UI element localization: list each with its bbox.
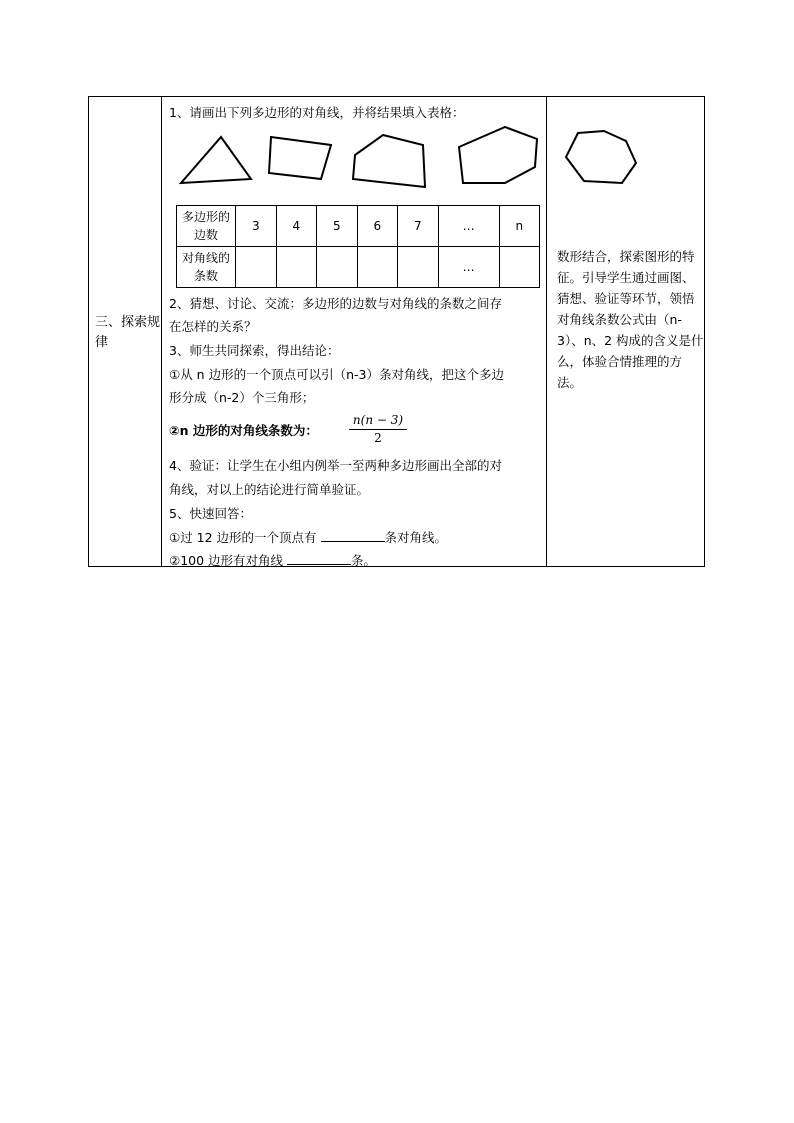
- answer-blank[interactable]: [321, 529, 385, 542]
- conclusion-2-label: ②n 边形的对角线条数为：: [169, 423, 318, 438]
- triangle-shape: [181, 137, 251, 183]
- side-notes: [554, 97, 705, 566]
- quadrilateral-shape: [269, 137, 331, 179]
- question-1: [169, 529, 447, 546]
- formula-denominator: 2: [374, 431, 382, 445]
- table-cell: 6: [357, 206, 398, 247]
- question-2-suffix: 条。: [351, 553, 377, 568]
- question-1-suffix: 条对角线。: [384, 530, 448, 545]
- lesson-table: [88, 96, 705, 567]
- conclusion-1-line-2: 形分成（n-2）个三角形；: [169, 390, 315, 405]
- table-cell[interactable]: [317, 247, 358, 288]
- task-5-text: 5、快速回答：: [169, 506, 252, 521]
- table-cell[interactable]: [499, 247, 539, 288]
- polygon-drawings: [169, 123, 551, 193]
- question-2: [169, 552, 376, 569]
- table-cell[interactable]: [357, 247, 398, 288]
- table-cell: n: [499, 206, 539, 247]
- task-1-text: 1、请画出下列多边形的对角线，并将结果填入表格：: [169, 105, 465, 120]
- task-4-line-1: 4、验证：让学生在小组内例举一至两种多边形画出全部的对: [169, 458, 502, 473]
- question-1-prefix: ①过 12 边形的一个顶点有: [169, 530, 317, 545]
- table-cell[interactable]: [236, 247, 277, 288]
- table-cell: …: [438, 206, 499, 247]
- table-cell: …: [438, 247, 499, 288]
- conclusion-1-line-1: ①从 n 边形的一个顶点可以引（n-3）条对角线，把这个多边: [169, 367, 504, 382]
- diagonals-label: 对角线的条数: [177, 247, 236, 288]
- sides-label: 多边形的边数: [177, 206, 236, 247]
- side-note-text: 数形结合，探索图形的特征。引导学生通过画图、猜想、验证等环节，领悟对角线条数公式由（n-3）、n、2 构成的含义是什么，体验合情推理的方法。: [557, 249, 704, 390]
- task-2-line-2: 在怎样的关系？: [169, 319, 257, 334]
- table-cell[interactable]: [398, 247, 439, 288]
- formula-numerator: n(n − 3): [352, 413, 404, 427]
- table-cell: 4: [276, 206, 317, 247]
- diagonal-formula: [349, 413, 407, 446]
- heptagon-shape: [562, 127, 648, 187]
- main-content: [169, 97, 551, 566]
- column-divider: [161, 97, 162, 566]
- pentagon-shape: [353, 135, 425, 187]
- table-cell: 7: [398, 206, 439, 247]
- question-2-prefix: ②100 边形有对角线: [169, 553, 284, 568]
- task-4-line-2: 角线，对以上的结论进行简单验证。: [169, 482, 370, 497]
- fraction-bar: [349, 429, 407, 430]
- table-row: [177, 247, 540, 288]
- table-row: [177, 206, 540, 247]
- section-title: 三、探索规律: [95, 315, 161, 350]
- task-2-line-1: 2、猜想、讨论、交流：多边形的边数与对角线的条数之间存: [169, 296, 502, 311]
- polygon-data-table: [176, 205, 540, 288]
- task-3-text: 3、师生共同探索，得出结论：: [169, 343, 340, 358]
- answer-blank[interactable]: [287, 552, 351, 565]
- table-cell: 3: [236, 206, 277, 247]
- hexagon-shape: [459, 127, 537, 183]
- table-cell[interactable]: [276, 247, 317, 288]
- table-cell: 5: [317, 206, 358, 247]
